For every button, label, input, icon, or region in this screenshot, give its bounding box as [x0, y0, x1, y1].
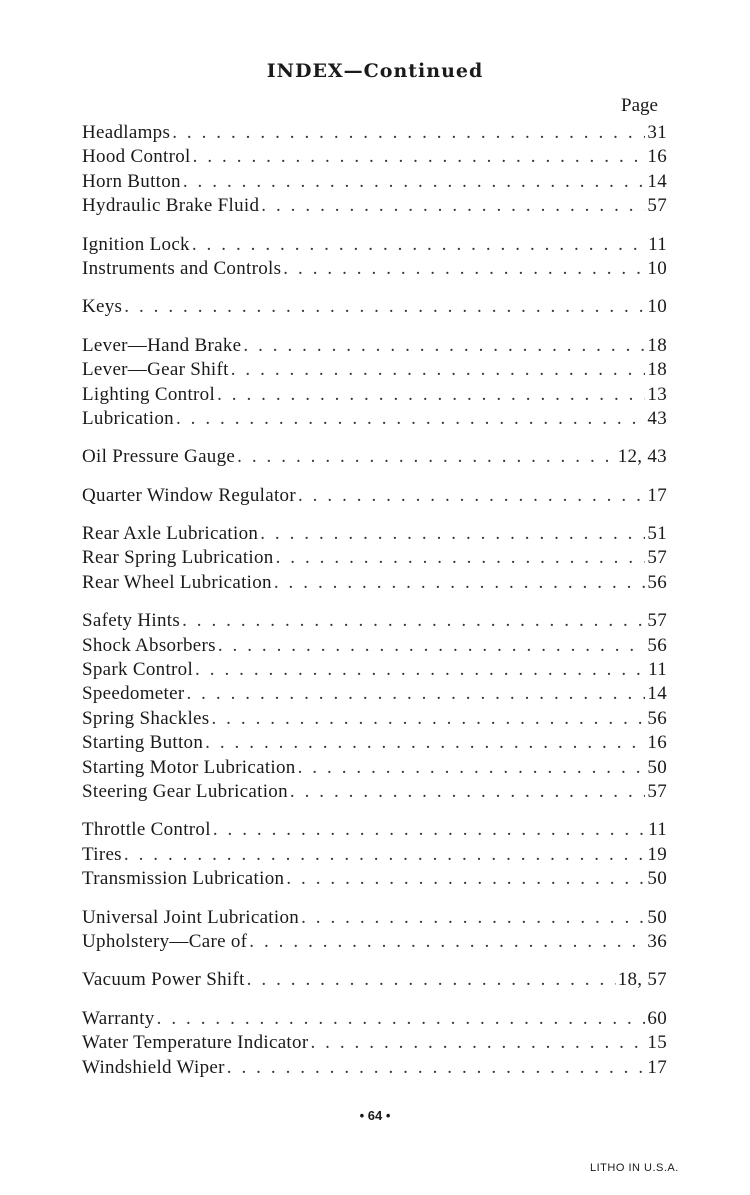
- dot-leader: [213, 818, 646, 842]
- index-entry: [82, 484, 667, 508]
- index-entry-label: Shock Absorbers: [82, 634, 216, 656]
- index-entry-page: 14: [647, 683, 667, 705]
- index-entry: [82, 233, 667, 257]
- dot-leader: [182, 609, 645, 633]
- dot-leader: [298, 756, 646, 780]
- index-entry: [82, 358, 667, 382]
- index-entry-label: Rear Axle Lubrication: [82, 523, 259, 545]
- index-entry: [82, 756, 667, 780]
- index-entry-label: Rear Wheel Lubrication: [82, 571, 272, 593]
- index-entry-label: Throttle Control: [82, 819, 211, 841]
- index-entry-page: 13: [647, 383, 667, 405]
- index-entry: [82, 968, 667, 992]
- dot-leader: [290, 780, 646, 804]
- index-entry-label: Rear Spring Lubrication: [82, 547, 274, 569]
- index-entry: [82, 121, 667, 145]
- dot-leader: [276, 546, 646, 570]
- index-entry-page: 11: [648, 819, 667, 841]
- dot-leader: [286, 867, 645, 891]
- dot-leader: [157, 1007, 646, 1031]
- index-entry-label: Starting Motor Lubrication: [82, 756, 296, 778]
- index-entry-label: Spark Control: [82, 659, 194, 681]
- index-entry-label: Transmission Lubrication: [82, 868, 285, 890]
- dot-leader: [205, 731, 645, 755]
- index-entry-label: Hydraulic Brake Fluid: [82, 195, 260, 217]
- index-entry-label: Tires: [82, 843, 122, 865]
- index-entry-label: Water Temperature Indicator: [82, 1032, 309, 1054]
- dot-leader: [172, 121, 645, 145]
- dot-leader: [124, 843, 646, 867]
- index-group: [82, 233, 667, 282]
- index-entry-page: 57: [647, 780, 667, 802]
- index-entry-page: 17: [647, 484, 667, 506]
- index-entry-page: 50: [647, 756, 667, 778]
- index-entry-page: 11: [648, 659, 667, 681]
- index-entry-page: 10: [647, 257, 667, 279]
- dot-leader: [237, 445, 616, 469]
- index-entry-label: Quarter Window Regulator: [82, 484, 296, 506]
- dot-leader: [298, 484, 645, 508]
- index-entry: [82, 707, 667, 731]
- dot-leader: [231, 358, 646, 382]
- index-entry-label: Headlamps: [82, 122, 171, 143]
- index-entry: [82, 571, 667, 595]
- index-entry: [82, 522, 667, 546]
- index-entry: [82, 1056, 667, 1080]
- index-entry-label: Lighting Control: [82, 383, 216, 405]
- index-group: [82, 968, 667, 992]
- dot-leader: [211, 707, 645, 731]
- dot-leader: [283, 257, 645, 281]
- index-group: [82, 609, 667, 804]
- index-entry-page: 18, 57: [617, 969, 667, 991]
- index-entry-page: 18: [647, 334, 667, 356]
- index-group: [82, 818, 667, 891]
- index-entry-label: Windshield Wiper: [82, 1056, 225, 1078]
- index-entry-label: Spring Shackles: [82, 707, 210, 729]
- index-entry: [82, 818, 667, 842]
- dot-leader: [176, 407, 645, 431]
- index-entry: [82, 634, 667, 658]
- index-entry-page: 50: [647, 906, 667, 928]
- dot-leader: [249, 930, 645, 954]
- index-entry-label: Warranty: [82, 1007, 155, 1029]
- index-entry-page: 11: [648, 233, 667, 255]
- index-entry: [82, 658, 667, 682]
- index-entry-page: 43: [647, 407, 667, 429]
- index-entry-page: 18: [647, 359, 667, 381]
- index-entry-page: 50: [647, 868, 667, 890]
- index-entry-label: Hood Control: [82, 146, 191, 168]
- index-group: [82, 334, 667, 432]
- index-entry: [82, 383, 667, 407]
- index-entry-page: 12, 43: [617, 446, 667, 468]
- index-entry: [82, 1007, 667, 1031]
- index-group: [82, 484, 667, 508]
- index-entry-page: 36: [647, 930, 667, 952]
- index-entry-page: 56: [647, 634, 667, 656]
- index-entry: [82, 445, 667, 469]
- dot-leader: [183, 170, 646, 194]
- index-entry: [82, 295, 667, 319]
- index-entry-page: 19: [647, 843, 667, 865]
- dot-leader: [192, 233, 646, 257]
- dot-leader: [261, 194, 645, 218]
- index-entry: [82, 194, 667, 218]
- index-entry: [82, 731, 667, 755]
- index-entry-page: 51: [647, 523, 667, 545]
- dot-leader: [186, 682, 645, 706]
- index-entry-label: Lever—Gear Shift: [82, 359, 229, 381]
- index-entry-page: 16: [647, 732, 667, 754]
- index-entry: [82, 546, 667, 570]
- index-entry-label: Instruments and Controls: [82, 257, 282, 279]
- index-entry-label: Steering Gear Lubrication: [82, 780, 288, 802]
- index-entry-page: 60: [647, 1007, 667, 1029]
- index-entry-label: Universal Joint Lubrication: [82, 906, 300, 928]
- index-entry-page: 57: [647, 195, 667, 217]
- page-column-heading: Page: [621, 95, 658, 116]
- page-number: • 64 •: [359, 1108, 391, 1123]
- printer-imprint: LITHO IN U.S.A.: [590, 1162, 679, 1174]
- dot-leader: [260, 522, 645, 546]
- index-entry-page: 15: [647, 1032, 667, 1054]
- dot-leader: [193, 145, 646, 169]
- index-entry-page: 57: [647, 610, 667, 632]
- index-entry-label: Ignition Lock: [82, 233, 190, 255]
- index-entry: [82, 843, 667, 867]
- index-entry: [82, 1031, 667, 1055]
- index-entry-label: Upholstery—Care of: [82, 930, 248, 952]
- index-entry-page: 57: [647, 547, 667, 569]
- index-entry: [82, 334, 667, 358]
- index-entry: [82, 867, 667, 891]
- index-entry-label: Speedometer: [82, 683, 185, 705]
- dot-leader: [195, 658, 646, 682]
- dot-leader: [301, 906, 645, 930]
- index-entry: [82, 682, 667, 706]
- index-entry-page: 17: [647, 1056, 667, 1078]
- index-entry-label: Vacuum Power Shift: [82, 969, 245, 991]
- dot-leader: [310, 1031, 645, 1055]
- index-entry: [82, 780, 667, 804]
- index-list: [82, 121, 667, 1094]
- index-group: [82, 1007, 667, 1080]
- index-entry-page: 31: [647, 122, 667, 143]
- index-entry-page: 56: [647, 707, 667, 729]
- index-entry-label: Safety Hints: [82, 610, 181, 632]
- index-entry: [82, 407, 667, 431]
- index-group: [82, 522, 667, 595]
- dot-leader: [218, 634, 646, 658]
- index-entry-page: 56: [647, 571, 667, 593]
- index-group: [82, 295, 667, 319]
- index-group: [82, 906, 667, 955]
- dot-leader: [243, 334, 645, 358]
- index-entry-label: Starting Button: [82, 732, 204, 754]
- index-entry-page: 10: [647, 296, 667, 318]
- dot-leader: [247, 968, 616, 992]
- index-entry-label: Keys: [82, 296, 123, 318]
- index-entry: [82, 170, 667, 194]
- index-entry: [82, 906, 667, 930]
- dot-leader: [274, 571, 646, 595]
- index-entry-label: Horn Button: [82, 170, 181, 192]
- index-entry: [82, 609, 667, 633]
- index-entry: [82, 145, 667, 169]
- index-entry: [82, 257, 667, 281]
- index-group: [82, 121, 667, 219]
- dot-leader: [124, 295, 645, 319]
- dot-leader: [227, 1056, 646, 1080]
- index-group: [82, 445, 667, 469]
- index-entry-label: Oil Pressure Gauge: [82, 446, 236, 468]
- dot-leader: [217, 383, 645, 407]
- index-entry: [82, 930, 667, 954]
- page-title: INDEX—Continued: [266, 60, 484, 82]
- index-entry-label: Lubrication: [82, 407, 174, 429]
- index-entry-label: Lever—Hand Brake: [82, 334, 242, 356]
- index-entry-page: 16: [647, 146, 667, 168]
- index-entry-page: 14: [647, 170, 667, 192]
